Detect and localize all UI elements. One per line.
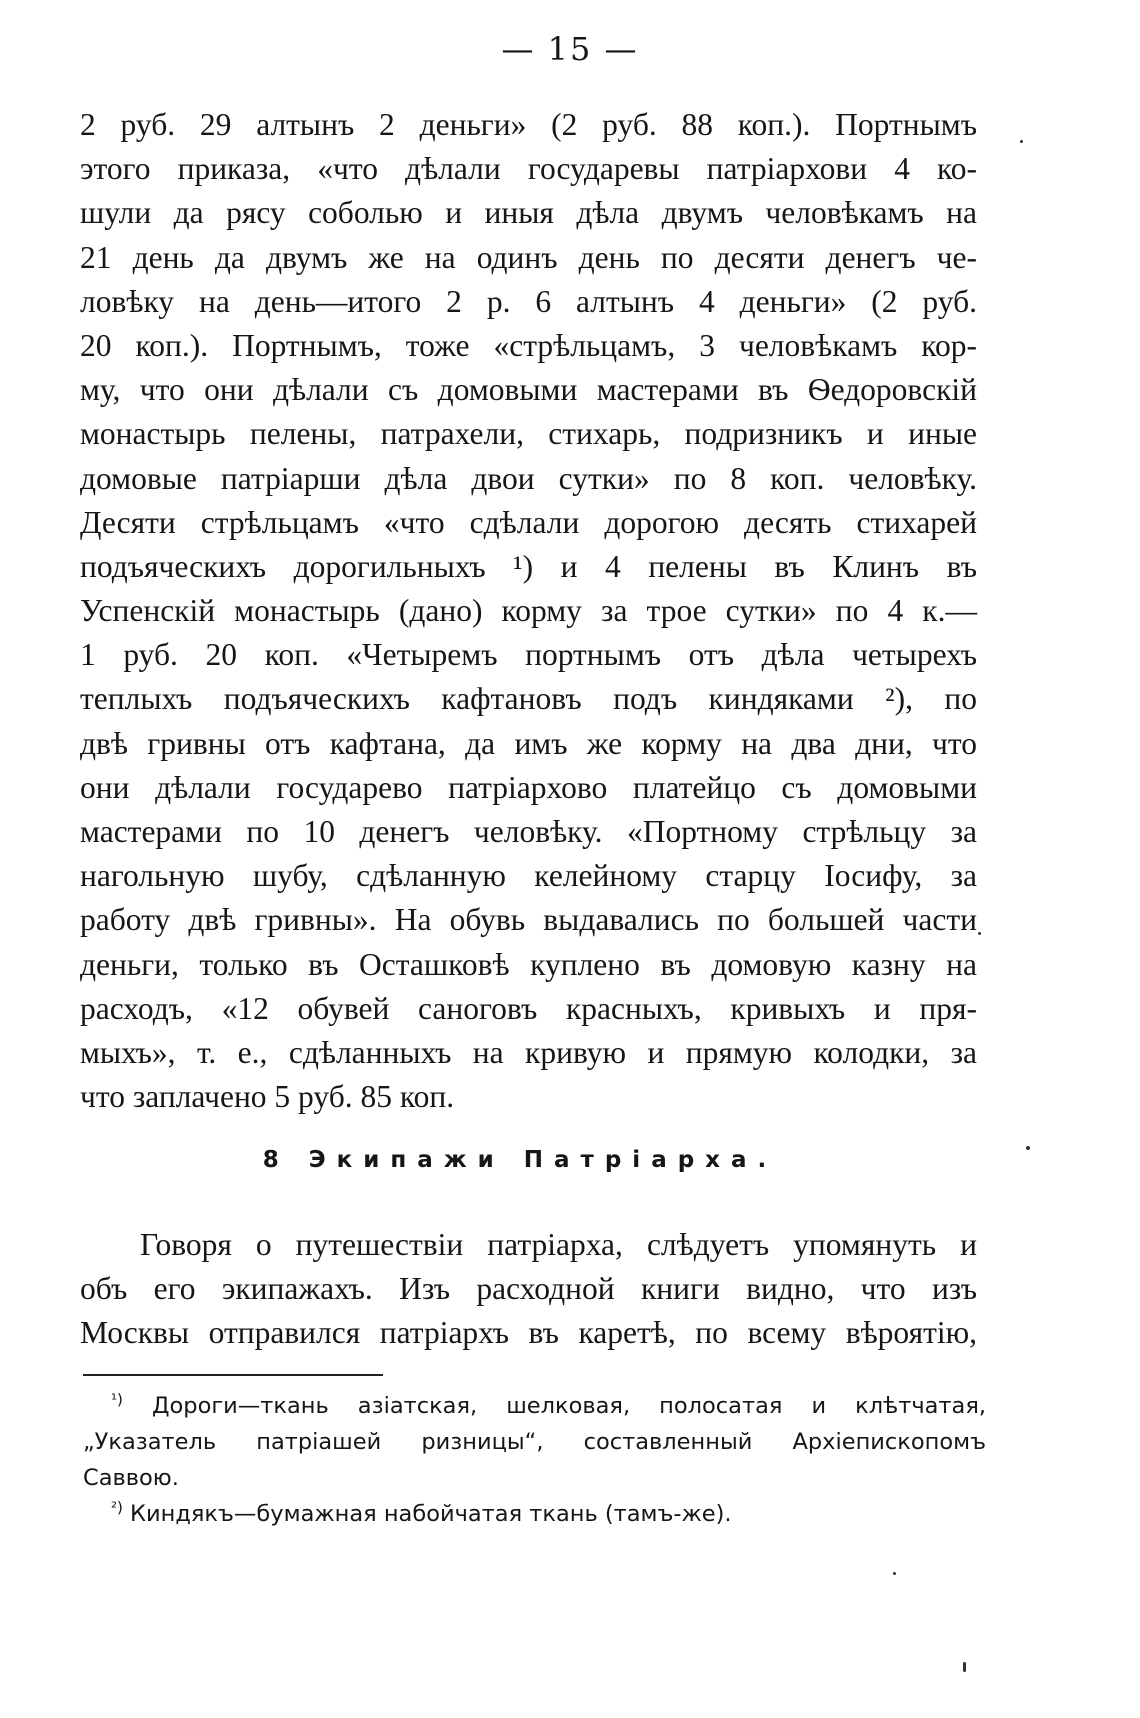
footnote-line: Саввою. xyxy=(83,1465,179,1491)
text-line: домовые патріарши дѣла двои сутки» по 8 коп. человѣку. xyxy=(80,460,977,496)
scan-speck xyxy=(963,1662,966,1672)
scan-speck xyxy=(1020,140,1023,143)
text-line: подъяческихъ дорогильныхъ ¹) и 4 пелены въ Клинъ въ xyxy=(80,548,977,584)
text-line: нагольную шубу, сдѣланную келейному старцу Іосифу, за xyxy=(80,858,977,894)
text-line: му, что они дѣлали съ домовыми мастерами въ Ѳедоровскій xyxy=(80,372,977,408)
footnote-line xyxy=(83,1388,986,1424)
text-line: ловѣку на день—итого 2 р. 6 алтынъ 4 деньги» (2 руб. xyxy=(80,283,977,319)
text-line: монастырь пелены, патрахели, стихарь, подризникъ и иные xyxy=(80,416,977,452)
text-line: двѣ гривны отъ кафтана, да имъ же корму на два дни, что xyxy=(80,725,977,761)
text-line: объ его экипажахъ. Изъ расходной книги видно, что изъ xyxy=(80,1271,977,1307)
scan-speck xyxy=(893,1572,896,1575)
footnote-2 xyxy=(83,1496,986,1532)
footnote-marker: ²) xyxy=(111,1498,123,1517)
text-line: мыхъ», т. е., сдѣланныхъ на кривую и прямую колодки, за xyxy=(80,1034,977,1070)
footnote-1 xyxy=(83,1388,986,1496)
footnote-text: Киндякъ—бумажная набойчатая ткань (тамъ-же). xyxy=(130,1501,732,1527)
footnote-divider xyxy=(83,1374,383,1376)
text-line: Успенскій монастырь (дано) корму за трое сутки» по 4 к.— xyxy=(80,593,977,629)
footnote-text: Дороги—ткань азіатская, шелковая, полосатая и клѣтчатая, xyxy=(151,1393,987,1419)
text-line: Москвы отправился патріархъ въ каретѣ, по всему вѣроятію, xyxy=(80,1315,977,1351)
footnote-marker: ¹) xyxy=(111,1390,123,1409)
paragraph-1 xyxy=(80,103,977,1119)
section-heading: 8 Экипажи Патріарха. xyxy=(262,1147,778,1173)
footnote-line: „Указатель патріашей ризницы“, составленный Архіепископомъ xyxy=(83,1429,986,1455)
text-line: 21 день да двумъ же на одинъ день по десяти денегъ че- xyxy=(80,239,977,275)
text-line: работу двѣ гривны». На обувь выдавались по большей части xyxy=(80,902,977,938)
text-line: 1 руб. 20 коп. «Четыремъ портнымъ отъ дѣла четырехъ xyxy=(80,637,977,673)
text-line: теплыхъ подъяческихъ кафтановъ подъ киндяками ²), по xyxy=(80,681,977,717)
footnote-line xyxy=(83,1496,986,1532)
scan-speck xyxy=(1026,1146,1030,1150)
text-line: деньги, только въ Осташковѣ куплено въ домовую казну на xyxy=(80,946,977,982)
text-line: 2 руб. 29 алтынъ 2 деньги» (2 руб. 88 коп.). Портнымъ xyxy=(80,107,977,142)
text-line: 20 коп.). Портнымъ, тоже «стрѣльцамъ, 3 человѣкамъ кор- xyxy=(80,327,977,363)
footnotes xyxy=(83,1388,986,1532)
text-line: Десяти стрѣльцамъ «что сдѣлали дорогою десять стихарей xyxy=(80,504,977,540)
paragraph-2 xyxy=(80,1223,977,1356)
page-number: — 15 — xyxy=(501,30,639,68)
text-line: что заплачено 5 руб. 85 коп. xyxy=(80,1079,455,1115)
text-line: шули да рясу соболью и иныя дѣла двумъ человѣкамъ на xyxy=(80,195,977,231)
text-line: Говоря о путешествіи патріарха, слѣдуетъ упомянуть и xyxy=(140,1227,977,1262)
text-line: они дѣлали государево патріархово платейцо съ домовыми xyxy=(80,769,977,805)
scan-speck xyxy=(978,932,981,935)
text-line: мастерами по 10 денегъ человѣку. «Портному стрѣльцу за xyxy=(80,814,977,849)
text-line: расходъ, «12 обувей саноговъ красныхъ, кривыхъ и пря- xyxy=(80,990,977,1026)
text-line: этого приказа, «что дѣлали государевы патріархови 4 ко- xyxy=(80,151,977,187)
